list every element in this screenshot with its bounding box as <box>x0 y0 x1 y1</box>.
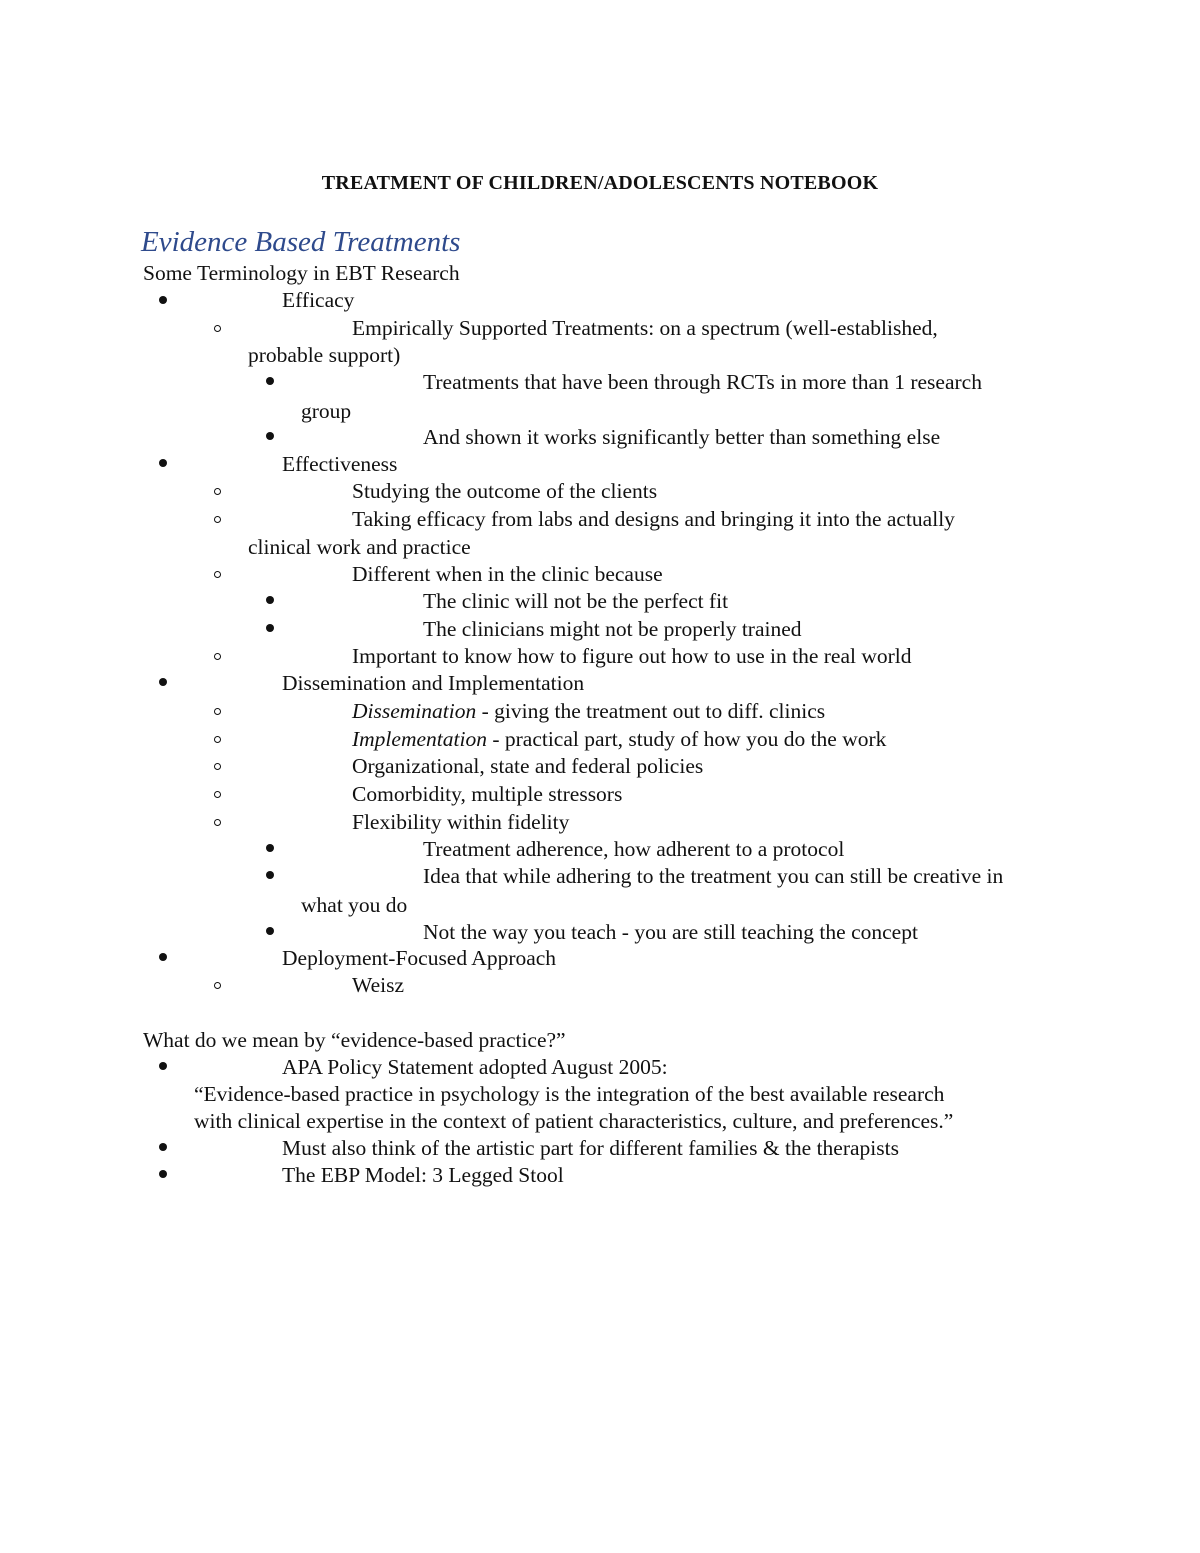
list-item: Taking efficacy from labs and designs and bringing it into the actually <box>352 507 955 531</box>
bullet-icon <box>159 296 167 304</box>
effectiveness-label: Effectiveness <box>282 452 398 476</box>
list-item: Treatment adherence, how adherent to a protocol <box>423 837 845 861</box>
term-definition: - giving the treatment out to diff. clinics <box>476 699 826 723</box>
dissemination-label: Dissemination and Implementation <box>282 671 585 695</box>
circle-bullet-icon <box>214 325 221 332</box>
circle-bullet-icon <box>214 791 221 798</box>
apa-quote-line: with clinical expertise in the context of patient characteristics, culture, and preferences.” <box>194 1109 954 1133</box>
bullet-icon <box>266 624 274 632</box>
list-item <box>352 701 825 723</box>
term-implementation: Implementation <box>352 727 487 751</box>
list-item-continuation: probable support) <box>248 343 401 367</box>
list-item: Flexibility within fidelity <box>352 810 570 834</box>
circle-bullet-icon <box>214 488 221 495</box>
term-definition: - practical part, study of how you do the work <box>486 727 887 751</box>
document-title: TREATMENT OF CHILDREN/ADOLESCENTS NOTEBOOK <box>321 172 879 194</box>
bullet-icon <box>159 678 167 686</box>
list-item: Comorbidity, multiple stressors <box>352 782 623 806</box>
list-item: Treatments that have been through RCTs in more than 1 research <box>423 370 982 394</box>
bullet-icon <box>159 953 167 961</box>
list-item: Empirically Supported Treatments: on a spectrum (well-established, <box>352 316 938 340</box>
bullet-icon <box>266 596 274 604</box>
bullet-icon <box>159 1062 167 1070</box>
bullet-icon <box>159 459 167 467</box>
list-item: The clinicians might not be properly trained <box>423 617 802 641</box>
list-item: The clinic will not be the perfect fit <box>423 589 729 613</box>
bullet-icon <box>266 844 274 852</box>
circle-bullet-icon <box>214 516 221 523</box>
bullet-icon <box>159 1143 167 1151</box>
list-item: Different when in the clinic because <box>352 562 663 586</box>
circle-bullet-icon <box>214 571 221 578</box>
bullet-icon <box>159 1170 167 1178</box>
bullet-icon <box>266 871 274 879</box>
bullet-icon <box>266 432 274 440</box>
list-item: And shown it works significantly better than something else <box>423 425 941 449</box>
ebp-question: What do we mean by “evidence-based practice?” <box>143 1028 566 1052</box>
list-item: Idea that while adhering to the treatment you can still be creative in <box>423 864 1004 888</box>
list-item: The EBP Model: 3 Legged Stool <box>282 1163 564 1187</box>
bullet-icon <box>266 927 274 935</box>
intro-line: Some Terminology in EBT Research <box>143 261 460 285</box>
list-item: APA Policy Statement adopted August 2005: <box>282 1055 668 1079</box>
term-dissemination: Dissemination <box>352 699 477 723</box>
list-item: Studying the outcome of the clients <box>352 479 658 503</box>
list-item: Must also think of the artistic part for different families & the therapists <box>282 1136 899 1160</box>
section-heading: Evidence Based Treatments <box>141 226 461 258</box>
circle-bullet-icon <box>214 708 221 715</box>
list-item: Not the way you teach - you are still teaching the concept <box>423 920 918 944</box>
apa-quote-line: “Evidence-based practice in psychology is the integration of the best available research <box>194 1082 945 1106</box>
circle-bullet-icon <box>214 982 221 989</box>
efficacy-label: Efficacy <box>282 288 355 312</box>
circle-bullet-icon <box>214 819 221 826</box>
deployment-label: Deployment-Focused Approach <box>282 946 557 970</box>
bullet-icon <box>266 377 274 385</box>
circle-bullet-icon <box>214 653 221 660</box>
list-item-continuation: what you do <box>301 893 408 917</box>
list-item: Important to know how to figure out how to use in the real world <box>352 644 912 668</box>
list-item: Weisz <box>352 973 404 997</box>
list-item <box>352 729 886 751</box>
list-item-continuation: clinical work and practice <box>248 535 471 559</box>
list-item-continuation: group <box>301 399 352 423</box>
circle-bullet-icon <box>214 763 221 770</box>
list-item: Organizational, state and federal policies <box>352 754 704 778</box>
circle-bullet-icon <box>214 736 221 743</box>
